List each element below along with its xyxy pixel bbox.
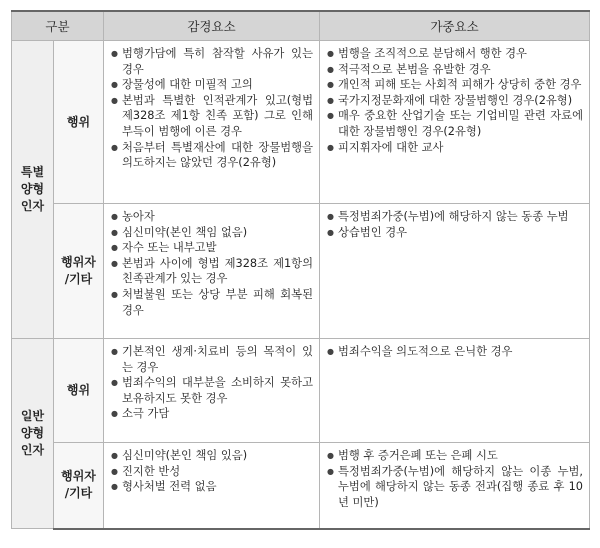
table-header-row [12,11,590,41]
aggravating-cell [320,204,590,339]
list-item: ● 장물성에 대한 미필적 고의 [110,77,313,93]
section-label-general: 일반 양형 인자 [12,339,54,529]
row-label-actor: 행위자 /기타 [54,204,104,339]
row-label-actor: 행위자 /기타 [54,443,104,529]
list-item: ● 본범과 특별한 인적관계가 있고(형법 제328조 제1항 친족 포함) 그로 인해 부득이 범행에 이른 경우 [110,93,313,140]
section-label-special: 특별 양형 인자 [12,41,54,339]
aggravating-cell [320,339,590,443]
mitigating-cell [104,339,320,443]
table-row [12,443,590,529]
list-item: ● 개인적 피해 또는 사회적 피해가 상당히 중한 경우 [326,77,583,93]
list-item: ● 처음부터 특별재산에 대한 장물범행을 의도하지는 않았던 경우(2유형) [110,140,313,171]
sentencing-factor-table [11,10,589,533]
list-item: ● 형사처벌 전력 없음 [110,479,313,495]
list-item: ● 진지한 반성 [110,464,313,480]
header-mitigating: 감경요소 [104,11,320,41]
header-aggravating: 가중요소 [320,11,590,41]
table-row [12,204,590,339]
row-label-act: 행위 [54,41,104,204]
table-row [12,339,590,443]
row-label-act: 행위 [54,339,104,443]
list-item: ● 심신미약(본인 책임 있음) [110,448,313,464]
table-row [12,41,590,204]
list-item: ● 자수 또는 내부고발 [110,240,313,256]
list-item: ● 범행가담에 특히 참작할 사유가 있는 경우 [110,46,313,77]
list-item: ● 매우 중요한 산업기술 또는 기업비밀 관련 자료에 대한 장물범행인 경우(2유형) [326,108,583,139]
list-item: ● 피지휘자에 대한 교사 [326,140,583,156]
header-category: 구분 [12,11,104,41]
list-item: ● 본범과 사이에 형법 제328조 제1항의 친족관계가 있는 경우 [110,256,313,287]
mitigating-cell [104,443,320,529]
list-item: ● 범죄수익의 대부분을 소비하지 못하고 보유하지도 못한 경우 [110,375,313,406]
list-item: ● 특정범죄가중(누범)에 해당하지 않는 동종 누범 [326,209,583,225]
list-item: ● 범행을 조직적으로 분담해서 행한 경우 [326,46,583,62]
list-item: ● 소극 가담 [110,406,313,422]
list-item: ● 범죄수익을 의도적으로 은닉한 경우 [326,344,583,360]
list-item: ● 범행 후 증거은폐 또는 은폐 시도 [326,448,583,464]
list-item: ● 기본적인 생계·치료비 등의 목적이 있는 경우 [110,344,313,375]
list-item: ● 심신미약(본인 책임 없음) [110,225,313,241]
aggravating-cell [320,41,590,204]
list-item: ● 처벌불원 또는 상당 부분 피해 회복된 경우 [110,287,313,318]
mitigating-cell [104,41,320,204]
list-item: ● 농아자 [110,209,313,225]
list-item: ● 국가지정문화재에 대한 장물범행인 경우(2유형) [326,93,583,109]
list-item: ● 적극적으로 본범을 유발한 경우 [326,62,583,78]
aggravating-cell [320,443,590,529]
list-item: ● 특정범죄가중(누범)에 해당하지 않는 이종 누범, 누범에 해당하지 않는 동종 전과(집행 종료 후 10년 미만) [326,464,583,511]
list-item: ● 상습범인 경우 [326,225,583,241]
mitigating-cell [104,204,320,339]
